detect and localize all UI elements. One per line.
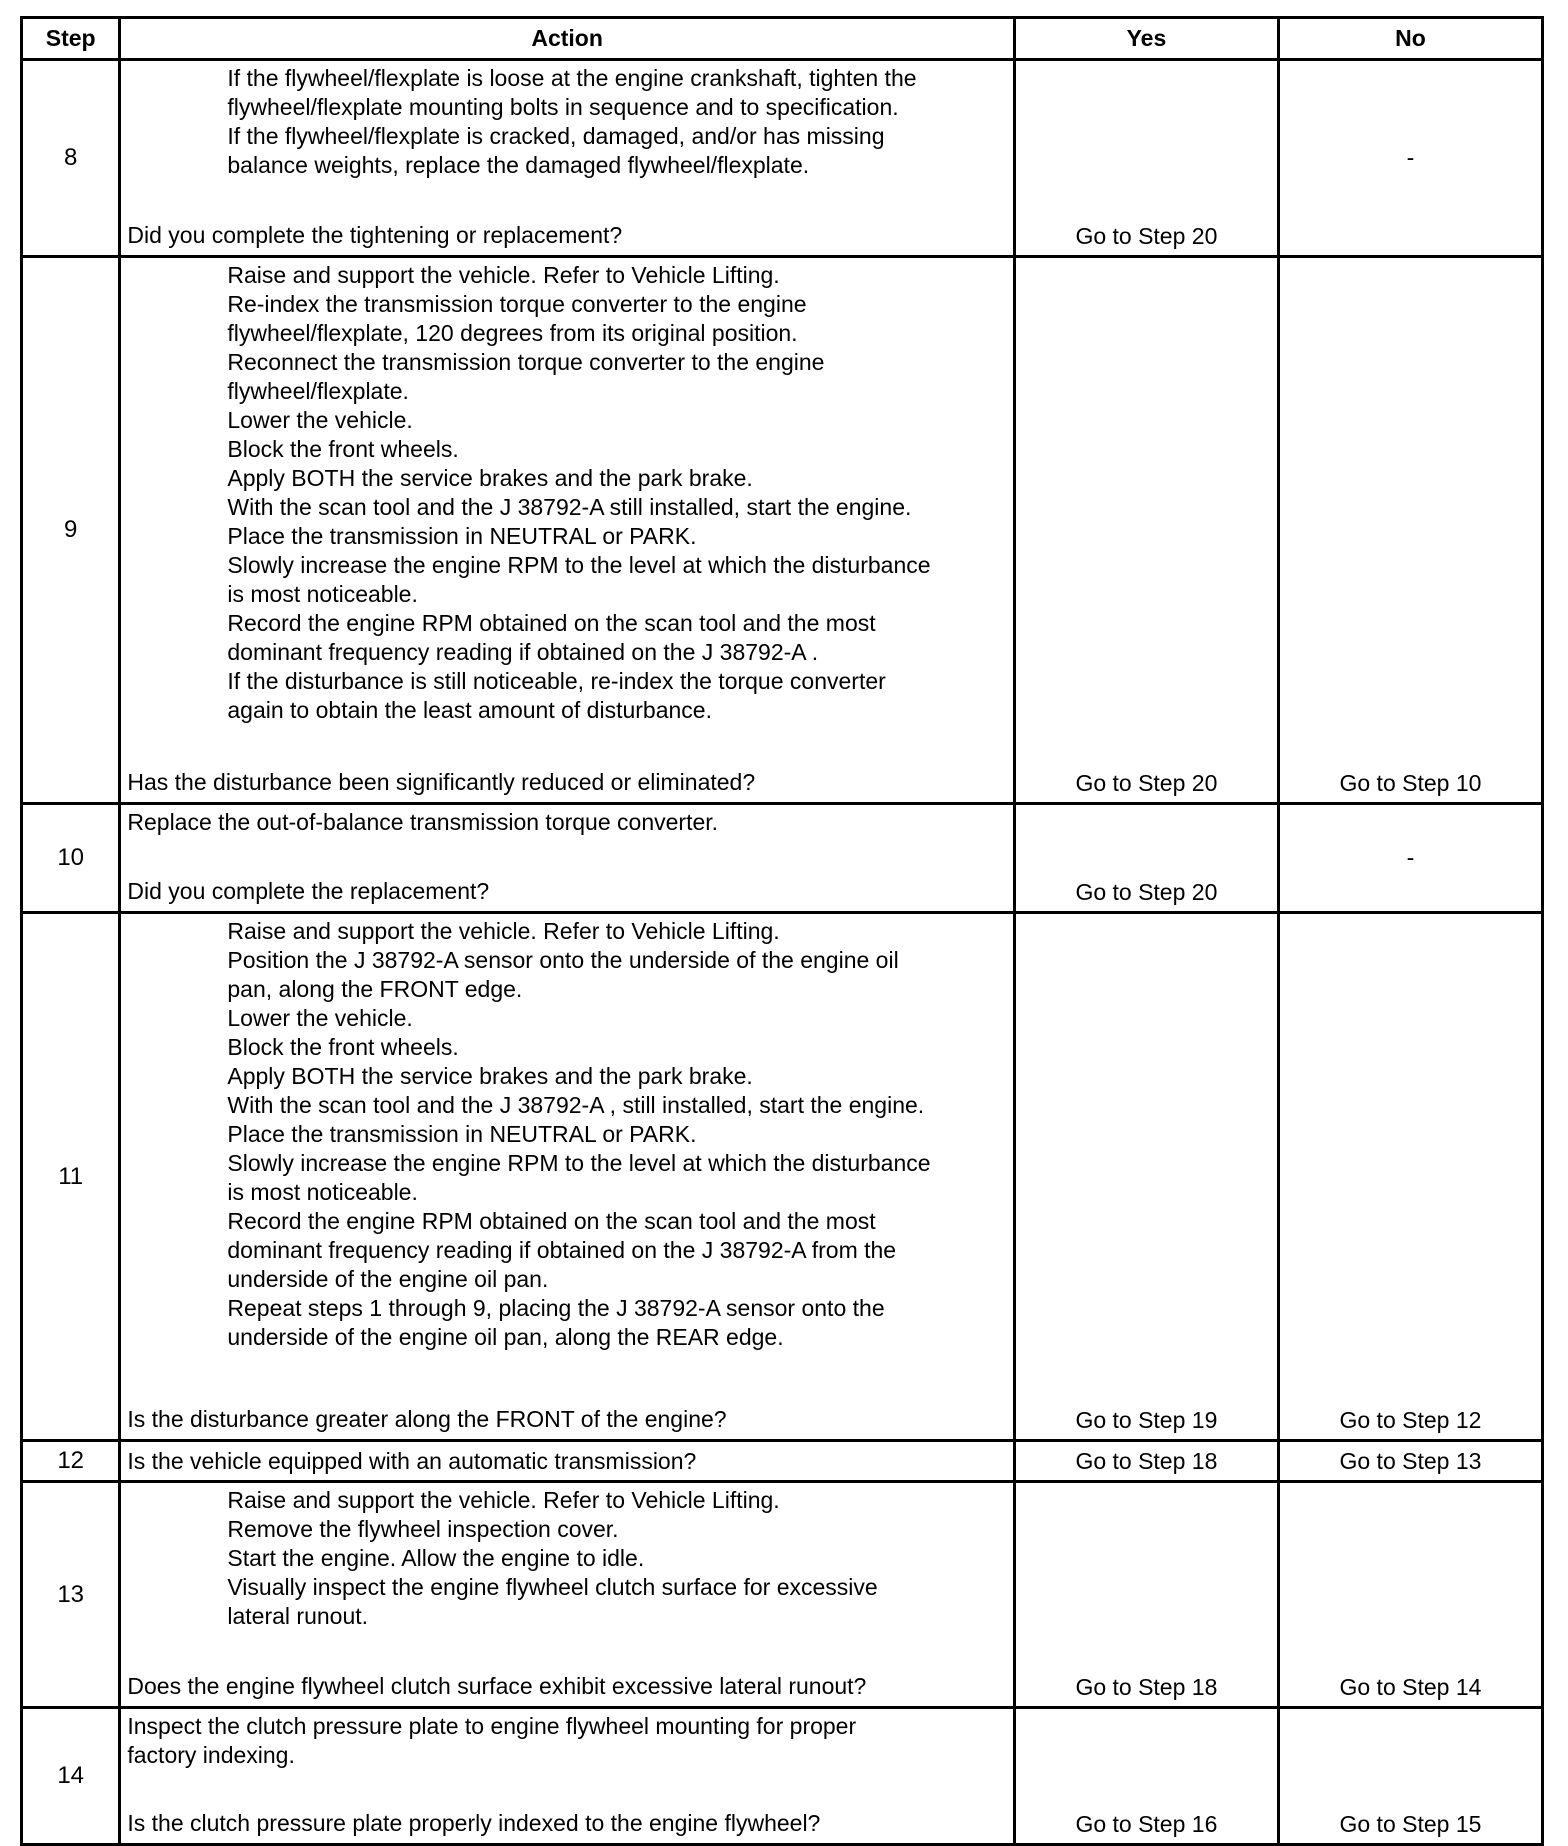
action-step: With the scan tool and the J 38792-A , still installed, start the engine.: [227, 1092, 925, 1118]
diagnostic-table: [20, 16, 1544, 1846]
yes-cell: [1014, 60, 1278, 257]
action-step: flywheel/flexplate.: [227, 378, 409, 404]
action-question: Did you complete the tightening or replacement?: [127, 222, 623, 248]
action-step: Raise and support the vehicle. Refer to Vehicle Lifting.: [227, 1487, 780, 1513]
action-step: Slowly increase the engine RPM to the level at which the disturbance: [227, 1150, 931, 1176]
action-step: Start the engine. Allow the engine to idle.: [227, 1545, 645, 1571]
action-text: Inspect the clutch pressure plate to engine flywheel mounting for proper factory indexing.: [127, 1713, 857, 1768]
action-step: balance weights, replace the damaged flywheel/flexplate.: [227, 152, 810, 178]
step-number: 10: [22, 804, 120, 913]
action-steps: [127, 1486, 1007, 1631]
action-step: is most noticeable.: [227, 1179, 418, 1205]
action-step: Remove the flywheel inspection cover.: [227, 1516, 619, 1542]
action-question: Is the disturbance greater along the FRONT of the engine?: [127, 1406, 727, 1432]
table-row: [22, 257, 1543, 804]
action-question: Does the engine flywheel clutch surface exhibit excessive lateral runout?: [127, 1673, 867, 1699]
no-outcome: Go to Step 12: [1339, 1407, 1482, 1433]
action-step: is most noticeable.: [227, 581, 418, 607]
action-question: Is the clutch pressure plate properly indexed to the engine flywheel?: [127, 1810, 821, 1836]
action-step: Repeat steps 1 through 9, placing the J 38792-A sensor onto the: [227, 1295, 885, 1321]
action-cell: [120, 1441, 1015, 1482]
header-action: Action: [120, 18, 1015, 60]
action-step: Re-index the transmission torque converter to the engine: [227, 291, 807, 317]
no-cell: [1278, 804, 1542, 913]
action-question: Is the vehicle equipped with an automatic transmission?: [127, 1447, 697, 1474]
yes-outcome: Go to Step 18: [1014, 1441, 1278, 1482]
action-step: Place the transmission in NEUTRAL or PARK.: [227, 1121, 697, 1147]
step-number: 12: [22, 1441, 120, 1482]
step-number: 9: [22, 257, 120, 804]
action-step: If the flywheel/flexplate is cracked, damaged, and/or has missing: [227, 123, 885, 149]
table-row: [22, 1708, 1543, 1845]
action-cell: [120, 60, 1015, 257]
step-number: 14: [22, 1708, 120, 1845]
action-step: underside of the engine oil pan, along the REAR edge.: [227, 1324, 784, 1350]
action-step: Lower the vehicle.: [227, 1005, 413, 1031]
action-step: With the scan tool and the J 38792-A still installed, start the engine.: [227, 494, 912, 520]
no-outcome: -: [1406, 844, 1415, 871]
yes-cell: [1014, 1708, 1278, 1845]
action-step: flywheel/flexplate, 120 degrees from its original position.: [227, 320, 798, 346]
action-step: underside of the engine oil pan.: [227, 1266, 549, 1292]
yes-outcome: Go to Step 19: [1075, 1407, 1218, 1433]
no-cell: [1278, 60, 1542, 257]
header-no: No: [1278, 18, 1542, 60]
yes-outcome: Go to Step 18: [1075, 1674, 1218, 1700]
yes-cell: [1014, 804, 1278, 913]
action-step: Position the J 38792-A sensor onto the underside of the engine oil: [227, 947, 899, 973]
action-cell: [120, 1482, 1015, 1708]
action-step: If the flywheel/flexplate is loose at the engine crankshaft, tighten the: [227, 65, 917, 91]
table-row: [22, 1482, 1543, 1708]
no-cell: [1278, 257, 1542, 804]
header-yes: Yes: [1014, 18, 1278, 60]
no-cell: [1278, 1708, 1542, 1845]
action-cell: [120, 913, 1015, 1441]
yes-outcome: Go to Step 16: [1075, 1811, 1218, 1837]
action-step: flywheel/flexplate mounting bolts in sequence and to specification.: [227, 94, 899, 120]
action-step: Place the transmission in NEUTRAL or PARK.: [227, 523, 697, 549]
no-cell: [1278, 1482, 1542, 1708]
step-number: 13: [22, 1482, 120, 1708]
action-step: If the disturbance is still noticeable, re-index the torque converter: [227, 668, 886, 694]
yes-cell: [1014, 1482, 1278, 1708]
yes-cell: [1014, 257, 1278, 804]
table-row: [22, 913, 1543, 1441]
yes-outcome: Go to Step 20: [1075, 879, 1218, 905]
action-step: Block the front wheels.: [227, 436, 459, 462]
action-cell: [120, 804, 1015, 913]
action-step: Apply BOTH the service brakes and the park brake.: [227, 1063, 753, 1089]
no-outcome: Go to Step 13: [1278, 1441, 1542, 1482]
action-steps: [127, 261, 1007, 725]
yes-outcome: Go to Step 20: [1075, 223, 1218, 249]
header-step: Step: [22, 18, 120, 60]
action-step: dominant frequency reading if obtained on the J 38792-A from the: [227, 1237, 897, 1263]
action-step: Reconnect the transmission torque converter to the engine: [227, 349, 825, 375]
action-step: Record the engine RPM obtained on the scan tool and the most: [227, 610, 876, 636]
no-cell: [1278, 913, 1542, 1441]
action-step: Apply BOTH the service brakes and the park brake.: [227, 465, 753, 491]
action-step: pan, along the FRONT edge.: [227, 976, 523, 1002]
action-text: Replace the out-of-balance transmission torque converter.: [127, 809, 719, 835]
action-step: Slowly increase the engine RPM to the level at which the disturbance: [227, 552, 931, 578]
action-question: Did you complete the replacement?: [127, 878, 490, 904]
table-row: [22, 1441, 1543, 1482]
table-row: [22, 804, 1543, 913]
action-step: Block the front wheels.: [227, 1034, 459, 1060]
yes-outcome: Go to Step 20: [1075, 770, 1218, 796]
no-outcome: Go to Step 14: [1339, 1674, 1482, 1700]
action-cell: [120, 1708, 1015, 1845]
action-step: Lower the vehicle.: [227, 407, 413, 433]
action-step: lateral runout.: [227, 1603, 369, 1629]
action-step: Record the engine RPM obtained on the scan tool and the most: [227, 1208, 876, 1234]
action-question: Has the disturbance been significantly reduced or eliminated?: [127, 769, 756, 795]
action-step: Visually inspect the engine flywheel clutch surface for excessive: [227, 1574, 878, 1600]
no-outcome: Go to Step 15: [1339, 1811, 1482, 1837]
action-step: dominant frequency reading if obtained on the J 38792-A .: [227, 639, 819, 665]
action-step: Raise and support the vehicle. Refer to Vehicle Lifting.: [227, 262, 780, 288]
action-steps: [127, 64, 1007, 180]
action-steps: [127, 917, 1007, 1352]
action-step: Raise and support the vehicle. Refer to Vehicle Lifting.: [227, 918, 780, 944]
no-outcome: Go to Step 10: [1339, 770, 1482, 796]
table-row: [22, 60, 1543, 257]
step-number: 11: [22, 913, 120, 1441]
yes-cell: [1014, 913, 1278, 1441]
header-row: [22, 18, 1543, 60]
action-cell: [120, 257, 1015, 804]
no-outcome: -: [1406, 144, 1415, 171]
step-number: 8: [22, 60, 120, 257]
action-step: again to obtain the least amount of disturbance.: [227, 697, 712, 723]
